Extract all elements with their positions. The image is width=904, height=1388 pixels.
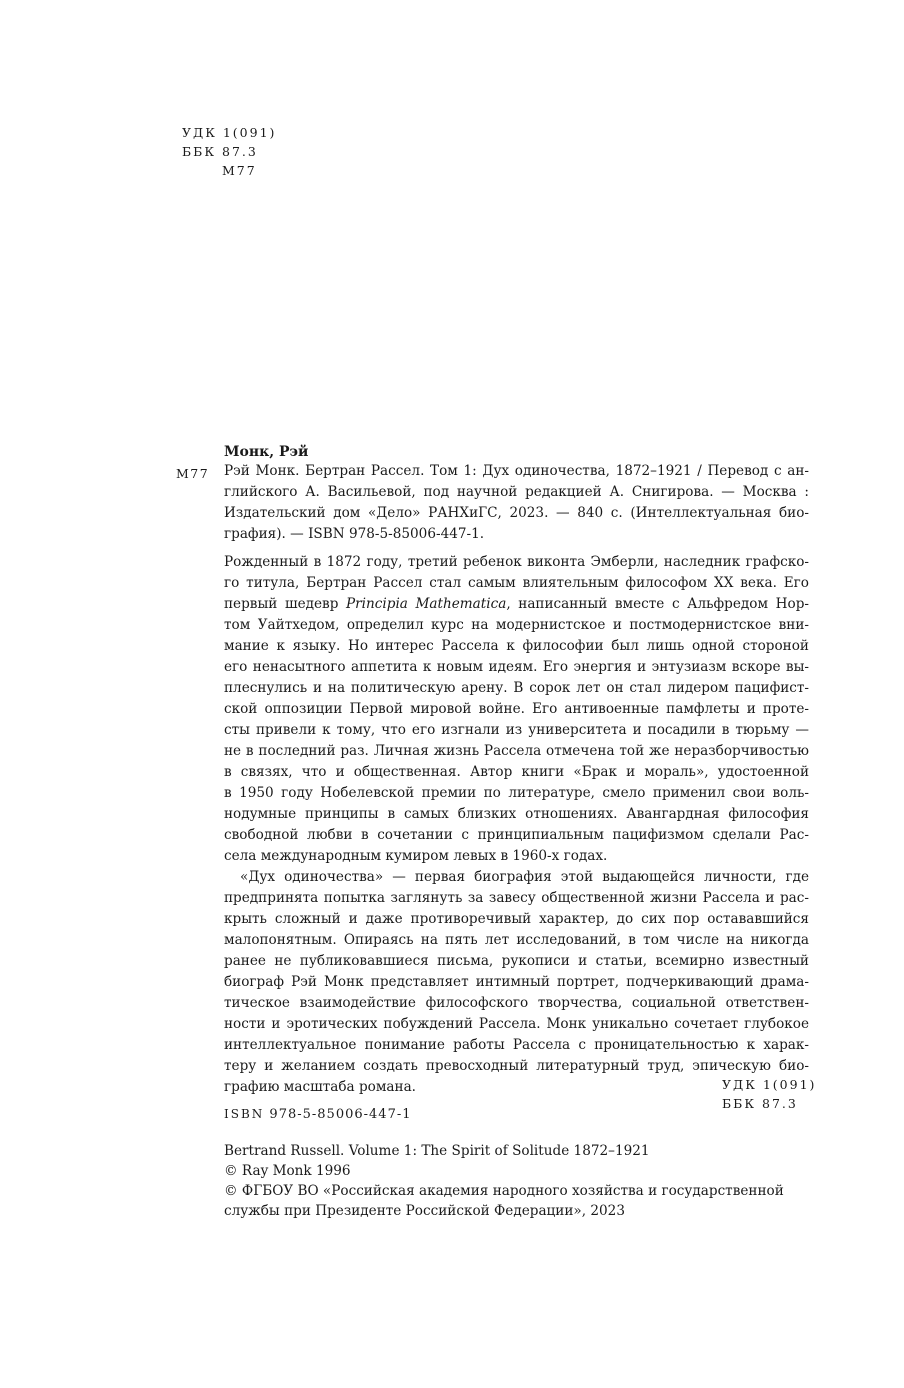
publisher-copyright-line-2: службы при Президенте Российской Федерации», 2023 bbox=[224, 1203, 625, 1219]
isbn-prefix: ISBN bbox=[224, 1107, 265, 1121]
annotation-line: плеснулись и на политическую арену. В сорок лет он стал лидером пацифист- bbox=[224, 680, 809, 696]
biblio-line: Рэй Монк. Бертран Рассел. Том 1: Дух одиночества, 1872–1921 / Перевод с ан- bbox=[224, 463, 809, 479]
annotation-line: малопонятным. Опираясь на пять лет исследований, в том числе на никогда bbox=[224, 932, 809, 948]
catalog-bibliographic-description bbox=[224, 461, 809, 545]
author-mark: М77 bbox=[222, 163, 257, 178]
annotation-paragraph-2 bbox=[224, 867, 809, 1098]
udk-code: УДК 1(091) bbox=[182, 125, 277, 140]
annotation-line: свободной любви в сочетании с принципиальным пацифизмом сделали Рас- bbox=[224, 827, 809, 843]
annotation bbox=[224, 552, 809, 1098]
annotation-line: нодумные принципы в самых близких отношениях. Авангардная философия bbox=[224, 806, 809, 822]
annotation-line: ности и эротических побуждений Рассела. Монк уникально сочетает глубокое bbox=[224, 1016, 809, 1032]
annotation-line: ской оппозиции Первой мировой войне. Его антивоенные памфлеты и проте- bbox=[224, 701, 809, 717]
classification-bottom bbox=[722, 1075, 816, 1113]
udk-code-bottom: УДК 1(091) bbox=[722, 1077, 817, 1092]
author-copyright: © Ray Monk 1996 bbox=[224, 1163, 351, 1179]
isbn-number: 978-5-85006-447-1 bbox=[269, 1107, 412, 1122]
catalog-author-heading: Монк, Рэй bbox=[224, 444, 309, 460]
annotation-line: го титула, Бертран Рассел стал самым влиятельным философом XX века. Его bbox=[224, 575, 809, 591]
annotation-line: теру и желанием создать превосходный литературный труд, эпическую био- bbox=[224, 1058, 809, 1074]
biblio-line: Издательский дом «Дело» РАНХиГС, 2023. — 840 с. (Интеллектуальная био- bbox=[224, 505, 809, 521]
catalog-author-mark: М77 bbox=[176, 466, 210, 481]
annotation-line: графию масштаба романа. bbox=[224, 1079, 416, 1095]
annotation-line: в 1950 году Нобелевской премии по литературе, смело применил свои воль- bbox=[224, 785, 809, 801]
annotation-line: «Дух одиночества» — первая биография этой выдающейся личности, где bbox=[240, 869, 809, 885]
annotation-line: мание к языку. Но интерес Рассела к философии был лишь одной стороной bbox=[224, 638, 809, 654]
annotation-line: интеллектуальное понимание работы Рассела с проницательностью к харак- bbox=[224, 1037, 809, 1053]
annotation-line: том Уайтхедом, определил курс на модернистское и постмодернистское вни- bbox=[224, 617, 809, 633]
annotation-line: в связях, что и общественная. Автор книги «Брак и мораль», удостоенной bbox=[224, 764, 809, 780]
annotation-paragraph-1 bbox=[224, 552, 809, 867]
annotation-line: села международным кумиром левых в 1960-х годах. bbox=[224, 848, 608, 864]
annotation-line: крыть сложный и даже противоречивый характер, до сих пор остававшийся bbox=[224, 911, 809, 927]
isbn-line bbox=[224, 1104, 412, 1125]
classification-top bbox=[182, 123, 276, 180]
annotation-line: предпринята попытка заглянуть за завесу общественной жизни Рассела и рас- bbox=[224, 890, 809, 906]
bbk-code: ББК 87.3 bbox=[182, 144, 258, 159]
annotation-line: ранее не публиковавшиеся письма, рукописи и статьи, всемирно известный bbox=[224, 953, 809, 969]
annotation-line: Рожденный в 1872 году, третий ребенок виконта Эмберли, наследник графско- bbox=[224, 554, 809, 570]
annotation-line: не в последний раз. Личная жизнь Рассела отмечена той же неразборчивостью bbox=[224, 743, 809, 759]
annotation-line: тическое взаимодействие философского творчества, социальной ответствен- bbox=[224, 995, 809, 1011]
italic-title: Principia Mathematica bbox=[346, 596, 507, 612]
publisher-copyright-line-1: © ФГБОУ ВО «Российская академия народного хозяйства и государственной bbox=[224, 1183, 784, 1199]
annotation-line: его ненасытного аппетита к новым идеям. Его энергия и энтузиазм вскоре вы- bbox=[224, 659, 809, 675]
biblio-line: глийского А. Васильевой, под научной редакцией А. Снигирова. — Москва : bbox=[224, 484, 809, 500]
copyright-block bbox=[224, 1141, 814, 1221]
annotation-line: первый шедевр Principia Mathematica, написанный вместе с Альфредом Нор- bbox=[224, 596, 809, 612]
biblio-line: графия). — ISBN 978-5-85006-447-1. bbox=[224, 526, 485, 542]
bbk-code-bottom: ББК 87.3 bbox=[722, 1096, 798, 1111]
annotation-line: биограф Рэй Монк представляет интимный портрет, подчеркивающий драма- bbox=[224, 974, 809, 990]
annotation-line: сты привели к тому, что его изгнали из университета и посадили в тюрьму — bbox=[224, 722, 809, 738]
original-title: Bertrand Russell. Volume 1: The Spirit of Solitude 1872–1921 bbox=[224, 1143, 650, 1159]
